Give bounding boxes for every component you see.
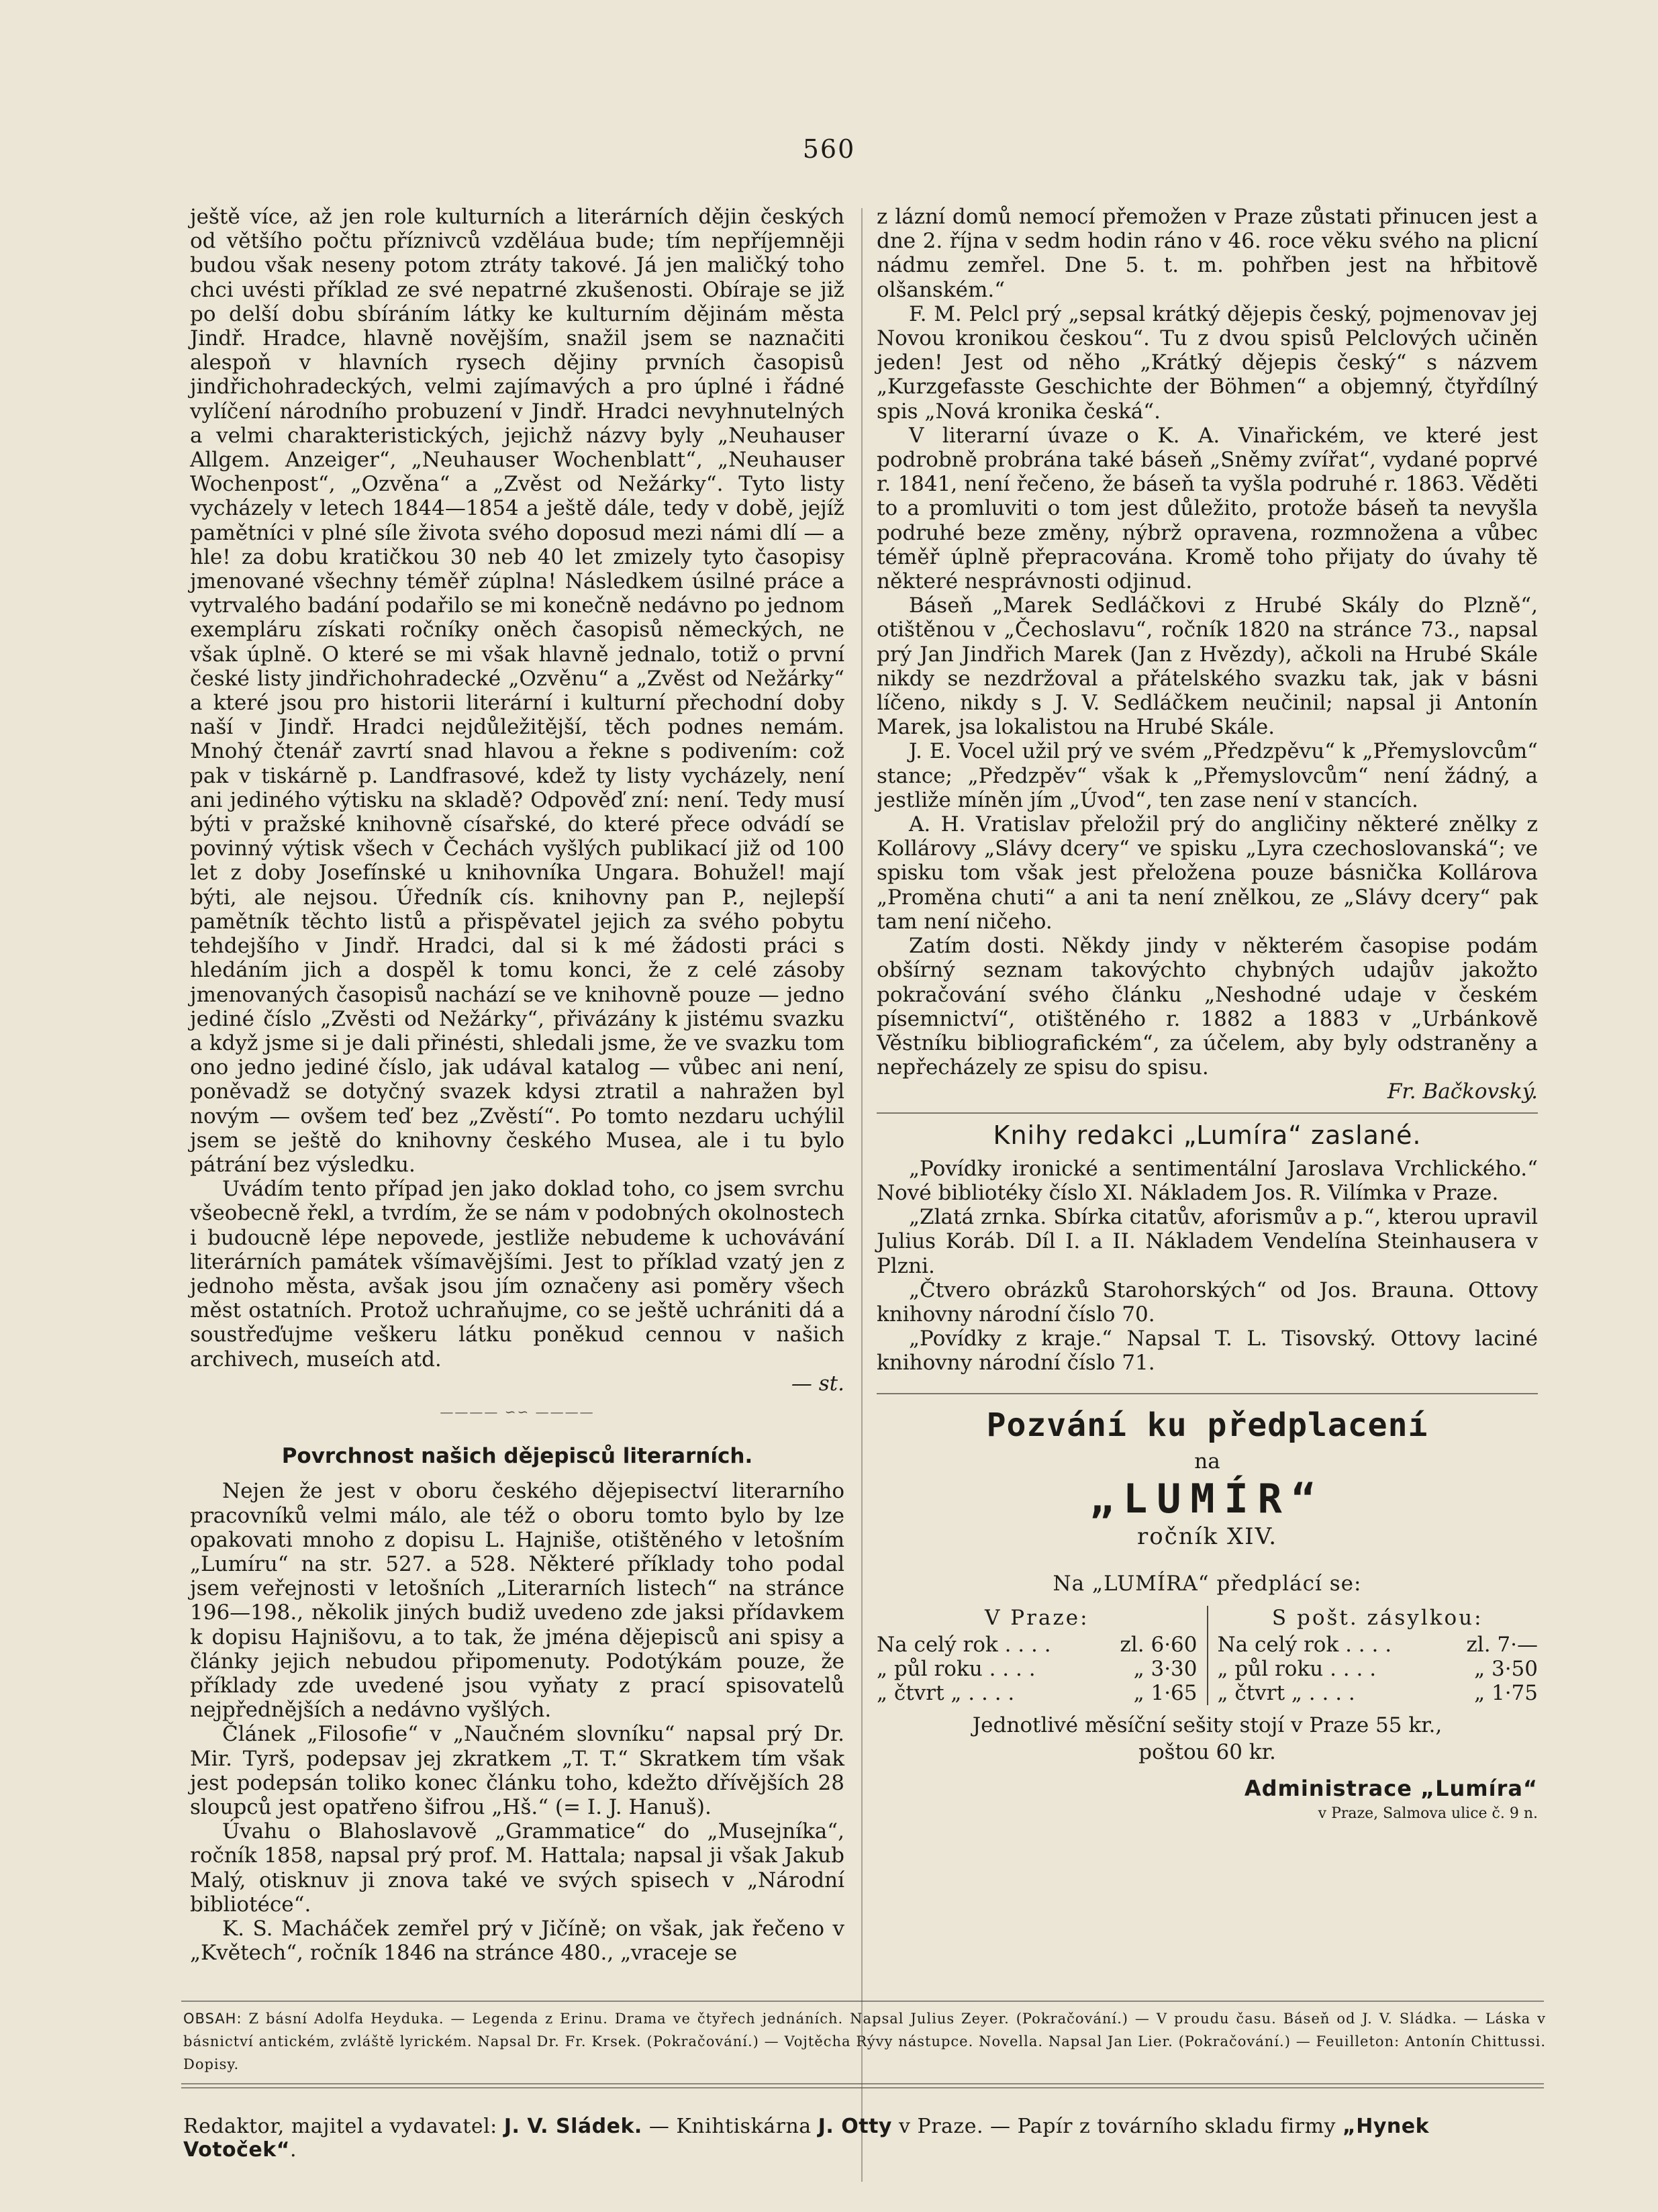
imprint-paper: „Hynek Votoček“ [183,2115,1430,2162]
price-label: „ čtvrt „ . . . . [1217,1680,1355,1705]
price-value: „ 1·65 [1133,1680,1198,1705]
imprint-mid2: v Praze. — Papír z továrního skladu firmy [891,2115,1343,2138]
price-value: „ 1·75 [1474,1680,1538,1705]
price-value: „ 3·50 [1474,1656,1538,1681]
imprint-mid: — Knihtiskárna [642,2115,818,2138]
administration-address: v Praze, Salmova ulice č. 9 n. [1318,1805,1538,1822]
article-signature: — st. [791,1371,844,1396]
price-column-prague [877,1606,1207,1705]
price-value: zl. 7·— [1466,1632,1538,1657]
footer-rule [181,2087,1544,2088]
article-paragraph: Nejen že jest v oboru českého dějepisectví literarního pracovníků velmi málo, ale též o oboru tomto bylo by lze opakovati mnoho z dopisu L. Hajniše, otištěného v letošním „Lumíru“ na str. 527. a 528. Některé příklady toho podal jsem veřejnosti v letošních „Literarních listech“ na stránce 196—198., několik jiných budiž uvedeno zde jaksi přídavkem k dopisu Hajnišovu, a to tak, že jména dějepisců ani spisy a články jejich nebudou připomenuty. Podotýkám pouze, že příklady zde uvedené jsou vyňaty z prací spisovatelů nejpřednějších a nedávno vyšlých. [190,1479,844,1723]
article-paragraph: Článek „Filosofie“ v „Naučném slovníku“ napsal prý Dr. Mir. Tyrš, podepsav jej zkratkem „T. T.“ Skratkem tím však jest podepsán toliko konec článku toho, kdežto dřívějších 28 sloupců jest opatřeno šifrou „Hš.“ (= I. J. Hanuš). [190,1722,844,1819]
book-item: „Povídky z kraje.“ Napsal T. L. Tisovský. Ottovy laciné knihovny národní číslo 71. [877,1327,1538,1376]
price-note: poštou 60 kr. [1138,1739,1276,1764]
article-paragraph: ještě více, až jen role kulturních a literárních dějin českých od většího počtu příznivců vzděláua bude; tím nepříjemněji budou však neseny potom ztráty takové. Já jen maličký toho chci uvésti příklad ze své nepatrné zkušenosti. Obíraje se již po delší dobu sbíráním látky ke kulturním dějinám města Jindř. Hradce, hlavně novějším, snažil jsem se naznačiti alespoň v hlavních rysech dějiny prvních časopisů jindřichohradeckých, velmi zajímavých a pro úplné i řádné vylíčení národního probuzení v Jindř. Hradci nevyhnutelných a velmi charakteristických, jejichž názvy byly „Neuhauser Allgem. Anzeiger“, „Neuhauser Wochenblatt“, „Neuhauser Wochenpost“, „Ozvěna“ a „Zvěst od Nežárky“. Tyto listy vycházely v letech 1844—1854 a ještě dále, tedy v době, jejíž pamětníci v plné síle života svého doposud mezi námi dlí — a hle! za dobu kratičkou 30 neb 40 let zmizely tyto časopisy jmenované všechny téměř zúplna! Následkem úsilné práce a vytrvalého badání podařilo se mi konečně nedávno po jednom exempláru získati ročníky oněch časopisů německých, ne však úplně. O které se mi však hlavně jednalo, totiž o první české listy jindřichohradecké „Ozvěnu“ a „Zvěst od Nežárky“ a které jsou pro historii literární i kulturní přechodní doby naší v Jindř. Hradci nejdůležitější, těch podnes nemám. Mnohý čtenář zavrtí snad hlavou a řekne s podivením: což pak v tiskárně p. Landfrasové, kdež ty listy vycházely, není ani jediného výtisku na skladě? Odpověď zní: není. Tedy musí býti v pražské knihovně císařské, do které přece odvádí se povinný výtisk všech v Čechách vyšlých publikací již od 100 let z doby Josefínské u knihovníka Ungara. Bohužel! mají býti, ale nejsou. Úředník cís. knihovny pan P., nejlepší pamětník těchto listů a přispěvatel jejich za svého pobytu tehdejšího v Jindř. Hradci, dal si k mé žádosti práci s hledáním jich a dospěl k tomu konci, že z celé zásoby jmenovaných časopisů nachází se ve knihovně pouze — jedno jediné číslo „Zvěsti od Nežárky“, přivázány k jistému svazku a když jsme si je dali přinésti, shledali jsme, že ve svazku tom ono jedno jediné číslo, jak udával katalog — vůbec ani není, poněvadž se dotyčný svazek kdysi ztratil a nahražen byl novým — ovšem teď bez „Zvěstí“. Po tomto nezdaru uchýlil jsem se ještě do knihovny českého Musea, ale i tu bylo pátrání bez výsledku. [190,205,844,1177]
left-column [190,205,844,1965]
price-label: Na celý rok . . . . [877,1632,1051,1657]
contents-text: Z básní Adolfa Heyduka. — Legenda z Erinu. Drama ve čtyřech jednáních. Napsal Julius Zeyer. (Pokračování.) — V proudu času. Báseň od J. V. Sládka. — Láska v básnictví antickém, zvláště lyrickém. Napsal Dr. Fr. Krsek. (Pokračování.) — Vojtěcha Rývy nástupce. Novella. Napsal Jan Lier. (Pokračování.) — Feuilleton: Antonín Chittussi. Dopisy. [183,2011,1546,2072]
article-paragraph: J. E. Vocel užil prý ve svém „Předzpěvu“ k „Přemyslovcům“ stance; „Předzpěv“ však k „Přemyslovcům“ není žádný, a jestliže míněn jím „Úvod“, ten zase není v stancích. [877,739,1538,812]
section-rule [877,1112,1538,1114]
books-heading: Knihy redakci „Lumíra“ zaslané. [993,1120,1422,1150]
promo-title: Pozvání ku předplacení [986,1406,1428,1444]
price-row [1218,1657,1539,1681]
promo-magazine-name: „LUMÍR“ [1089,1475,1325,1523]
price-row [1218,1633,1539,1657]
article-paragraph: A. H. Vratislav přeložil prý do angličiny některé znělky z Kollárovy „Slávy dcery“ ve spisku „Lyra czechoslovanská“; ve spisku tom však jest přeložena pouze básnička Kollárova „Proměna chuti“ a ani ta není znělkou, ze „Slávy dcery“ pak tam není ničeho. [877,812,1538,934]
contents-footer [183,2007,1546,2076]
price-note: Jednotlivé měsíční sešity stojí v Praze 55 kr., [972,1713,1443,1737]
book-item: „Zlatá zrnka. Sbírka citatův, aforismův a p.“, kterou upravil Julius Koráb. Díl I. a II. Nákladem Vendelína Steinhausera v Plzni. [877,1205,1538,1278]
price-label: „ čtvrt „ . . . . [877,1680,1015,1705]
ornament-separator: ———— ∽∽ ———— [440,1403,595,1420]
article-paragraph: Zatím dosti. Někdy jindy v některém časopise podám obšírný seznam takovýchto chybných udajův jakožto pokračování svého článku „Neshodné udaje v českém písemnictví“, otištěného r. 1882 a 1883 v „Urbánkově Věstníku bibliografickém“, za účelem, aby byly odstraněny a nepřecházely ze spisu do spisu. [877,934,1538,1080]
article-paragraph: V literarní úvaze o K. A. Vinařickém, ve které jest podrobně probrána také báseň „Sněmy zvířat“, vydané poprvé r. 1841, není řečeno, že báseň ta vyšla podruhé r. 1863. Věděti to a promluviti o tom jest důležito, protože báseň ta nevyšla podruhé beze změny, nýbrž opravena, rozmnožena a vůbec téměř úplně přepracována. Kromě toho přijaty do úvahy tě některé nesprávnosti odjinud. [877,423,1538,594]
contents-label: OBSAH: [183,2011,242,2027]
article-paragraph: z lázní domů nemocí přemožen v Praze zůstati přinucen jest a dne 2. října v sedm hodin ráno v 46. roce věku svého na plicní nádmu zemřel. Dne 5. t. m. pohřben jest na hřbitově olšanském.“ [877,205,1538,302]
price-label: „ půl roku . . . . [1217,1656,1377,1681]
price-heading: V Praze: [984,1605,1089,1630]
section-rule [877,1393,1538,1394]
article-paragraph: F. M. Pelcl prý „sepsal krátký dějepis český, pojmenovav jej Novou kronikou českou“. Tu z dvou spisů Pelclových učiněn jeden! Jest od něho „Krátký dějepis český“ s názvem „Kurzgefasste Geschichte der Böhmen“ a objemný, čtyřdílný spis „Nová kronika česká“. [877,301,1538,424]
promo-subscribe-line: Na „LUMÍRA“ předplácí se: [1053,1572,1362,1596]
price-value: zl. 6·60 [1120,1632,1198,1657]
article-paragraph: Báseň „Marek Sedláčkovi z Hrubé Skály do Plzně“, otištěnou v „Čechoslavu“, ročník 1820 na stránce 73., napsal prý Jan Jindřich Marek (Jan z Hvězdy), ačkoli na Hrubé Skále nikdy se nezdržoval a přátelského svazku tak, jak v básni líčeno, nikdy s J. V. Sedláčkem neučinil; napsal ji Antonín Marek, jsa lokalistou na Hrubé Skále. [877,593,1538,740]
footer-rule [181,2083,1544,2084]
article-paragraph: K. S. Macháček zemřel prý v Jičíně; on však, jak řečeno v „Květech“, ročník 1846 na stránce 480., „vraceje se [190,1917,844,1966]
article-paragraph: Úvahu o Blahoslavově „Grammatice“ do „Musejníka“, ročník 1858, napsal prý prof. M. Hattala; napsal ji však Jakub Malý, otisknuv ji znova také ve svých spisech v „Národní bibliotéce“. [190,1819,844,1917]
price-row [877,1681,1198,1705]
imprint-printer: J. Otty [818,2115,892,2138]
price-heading: S pošt. zásylkou: [1271,1605,1483,1630]
administration-name: Administrace „Lumíra“ [1244,1775,1538,1801]
price-value: „ 3·30 [1133,1656,1198,1681]
book-item: „Povídky ironické a sentimentální Jaroslava Vrchlického.“ Nové bibliotéky číslo XI. Nákladem Jos. R. Vilímka v Praze. [877,1156,1538,1205]
imprint-editor: J. V. Sládek. [503,2115,642,2138]
promo-na: na [1194,1449,1220,1474]
imprint-end: . [289,2138,297,2162]
article-signature: Fr. Bačkovský. [1387,1079,1538,1104]
price-column-post [1207,1606,1539,1705]
imprint-prefix: Redaktor, majitel a vydavatel: [183,2115,504,2138]
price-label: Na celý rok . . . . [1217,1632,1392,1657]
imprint-line [183,2115,1546,2162]
right-column [877,205,1538,1826]
price-label: „ půl roku . . . . [877,1656,1036,1681]
price-row [1218,1681,1539,1705]
footer-rule [181,2001,1544,2002]
price-row [877,1633,1198,1657]
price-table [877,1606,1538,1705]
page-number: 560 [802,134,856,164]
price-row [877,1657,1198,1681]
book-item: „Čtvero obrázků Starohorských“ od Jos. Brauna. Ottovy knihovny národní číslo 70. [877,1278,1538,1327]
column-divider [861,208,863,2182]
article-title: Povrchnost našich dějepisců literarních. [281,1444,753,1469]
article-paragraph: Uvádím tento případ jen jako doklad toho, co jsem svrchu všeobecně řekl, a tvrdím, že se nám v podobných okolnostech i budoucně lépe nepovede, jestliže nebudeme k uchovávání literárních památek všímavějšími. Jest to příklad vzatý jen z jednoho města, avšak jsou jím označeny asi poměry všech měst ostatních. Protož uchraňujme, co se ještě uchrániti dá a soustřeďujme veškeru látku poněkud cennou v našich archivech, museích atd. [190,1177,844,1372]
promo-volume: ročník XIV. [1137,1523,1277,1551]
